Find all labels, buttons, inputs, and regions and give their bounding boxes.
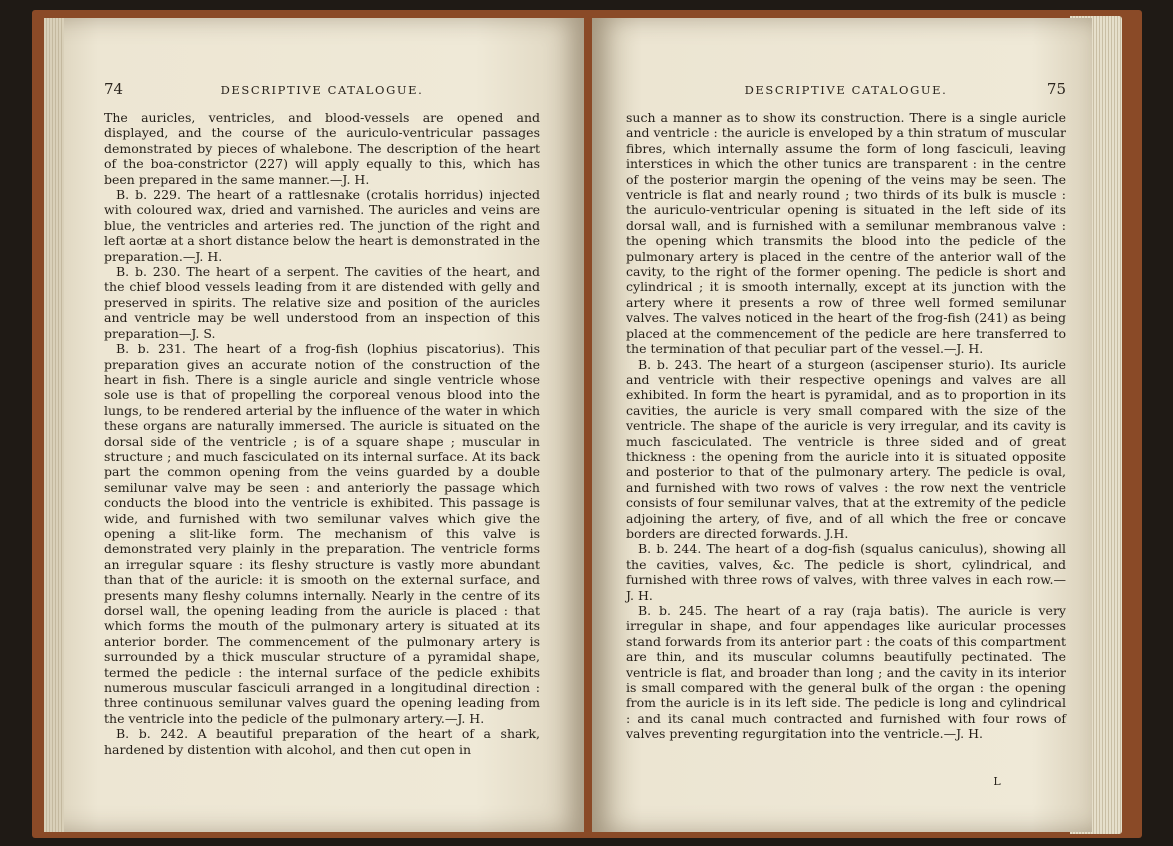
right-page-text — [626, 110, 1066, 742]
page-number: 75 — [1046, 80, 1066, 98]
paragraph: The auricles, ventricles, and blood-vessels are opened and displayed, and the course of the auriculo-ventricular passages demonstrated by pieces of whalebone. The description of the heart of the boa-constrictor (227) will apply equally to this, which has been prepared in the same manner.—J. H. — [104, 110, 540, 187]
left-page — [44, 18, 584, 832]
paragraph: B. b. 230. The heart of a serpent. The cavities of the heart, and the chief blood vessels leading from it are distended with gelly and preserved in spirits. The relative size and position of the auricles and ventricle may be well understood from an inspection of this preparation—J. S. — [104, 264, 540, 341]
paragraph: B. b. 243. The heart of a sturgeon (ascipenser sturio). Its auricle and ventricle with their respective openings and valves are all exhibited. In form the heart is pyramidal, and as to proportion in its cavities, the auricle is very small compared with the size of the ventricle. The shape of the auricle is very irregular, and its cavity is much fasciculated. The ventricle is three sided and of great thickness : the opening from the auricle into it is situated opposite and posterior to that of the pulmonary artery. The pedicle is oval, and furnished with two rows of valves : the row next the ventricle consists of four semilunar valves, that at the extremity of the pedicle adjoining the artery, of five, and of all which the free or concave borders are directed forwards. J.H. — [626, 356, 1066, 541]
left-page-text — [104, 110, 540, 757]
running-head: DESCRIPTIVE CATALOGUE. — [220, 83, 424, 97]
signature-mark: L — [993, 775, 1001, 788]
right-page — [592, 18, 1092, 832]
page-edges-left — [44, 18, 64, 832]
right-page-header — [626, 80, 1066, 102]
paragraph: B. b. 242. A beautiful preparation of the heart of a shark, hardened by distention with alcohol, and then cut open in — [104, 726, 540, 757]
paragraph: B. b. 244. The heart of a dog-fish (squalus caniculus), showing all the cavities, valves, &c. The pedicle is short, cylindrical, and furnished with three rows of valves, with three valves in each row.—J. H. — [626, 541, 1066, 603]
running-head: DESCRIPTIVE CATALOGUE. — [744, 83, 948, 97]
paragraph: B. b. 231. The heart of a frog-fish (lophius piscatorius). This preparation gives an accurate notion of the construction of the heart in fish. There is a single auricle and single ventricle whose sole use is that of propelling the corporeal venous blood into the lungs, to be rendered arterial by the influence of the water in which these organs are naturally immersed. The auricle is situated on the dorsal side of the ventricle ; is of a square shape ; muscular in structure ; and much fasciculated on its internal surface. At its back part the common opening from the veins guarded by a double semilunar valve may be seen : and anteriorly the passage which conducts the blood into the ventricle is exhibited. This passage is wide, and furnished with two semilunar valves which give the opening a slit-like form. The mechanism of this valve is demonstrated very plainly in the preparation. The ventricle forms an irregular square : its fleshy structure is vastly more abundant than that of the auricle: it is smooth on the external surface, and presents many fleshy columns internally. Nearly in the centre of its dorsel wall, the opening leading from the auricle is placed : that which forms the mouth of the pulmonary artery is situated at its anterior border. The commencement of the pulmonary artery is surrounded by a thick muscular structure of a pyramidal shape, termed the pedicle : the internal surface of the pedicle exhibits numerous muscular fasciculi arranged in a longitudinal direction : three continuous semilunar valves guard the opening leading from the ventricle into the pedicle of the pulmonary artery.—J. H. — [104, 341, 540, 726]
left-page-header — [104, 80, 540, 102]
paragraph: B. b. 245. The heart of a ray (raja batis). The auricle is very irregular in shape, and four appendages like auricular processes stand forwards from its anterior part : the coats of this compartment are thin, and its muscular columns beautifully pectinated. The ventricle is flat, and broader than long ; and the cavity in its interior is small compared with the general bulk of the organ : the opening from the auricle is in its left side. The pedicle is long and cylindrical : and its canal much contracted and furnished with four rows of valves preventing regurgitation into the ventricle.—J. H. — [626, 603, 1066, 742]
page-number: 74 — [104, 80, 124, 98]
paragraph: B. b. 229. The heart of a rattlesnake (crotalis horridus) injected with coloured wax, dried and varnished. The auricles and veins are blue, the ventricles and arteries red. The junction of the right and left aortæ at a short distance below the heart is demonstrated in the preparation.—J. H. — [104, 187, 540, 264]
paragraph: such a manner as to show its construction. There is a single auricle and ventricle : the auricle is enveloped by a thin stratum of muscular fibres, which internally assume the form of long fasciculi, leaving interstices in which the other tunics are transparent : in the centre of the posterior margin the opening of the veins may be seen. The ventricle is flat and nearly round ; two thirds of its bulk is muscle : the auriculo-ventricular opening is situated in the left side of its dorsal wall, and is furnished with a semilunar membranous valve : the opening which transmits the blood into the pedicle of the pulmonary artery is placed in the centre of the anterior wall of the cavity, to the right of the former opening. The pedicle is short and cylindrical ; it is smooth internally, except at its junction with the artery where it presents a row of three well formed semilunar valves. The valves noticed in the heart of the frog-fish (241) as being placed at the commencement of the pedicle are here transferred to the termination of that peculiar part of the vessel.—J. H. — [626, 110, 1066, 357]
